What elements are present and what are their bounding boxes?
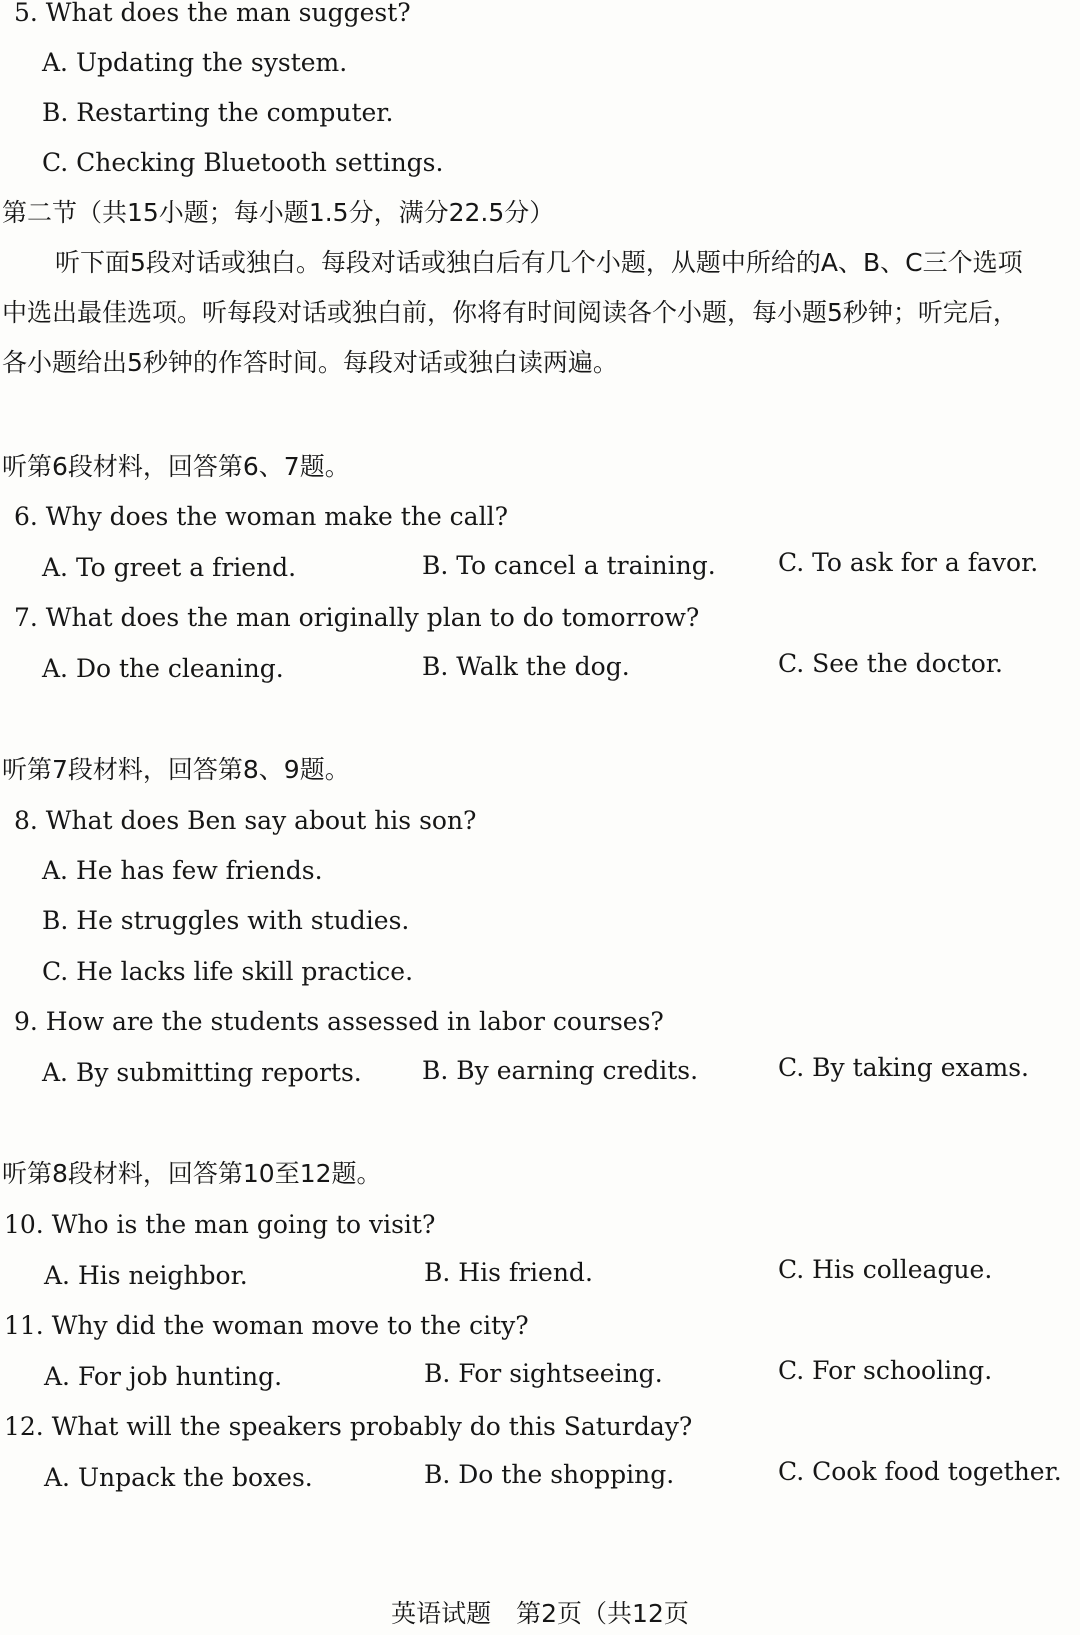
- question-6-stem: 6. Why does the woman make the call?: [14, 502, 508, 531]
- question-7-stem: 7. What does the man originally plan to do tomorrow?: [14, 603, 700, 632]
- question-9-option-b: B. By earning credits.: [422, 1056, 699, 1085]
- question-10-option-c: C. His colleague.: [778, 1255, 993, 1284]
- question-9-option-c: C. By taking exams.: [778, 1053, 1030, 1082]
- question-8-option-c: C. He lacks life skill practice.: [42, 957, 414, 986]
- section-2-instructions-line-2: 中选出最佳选项。听每段对话或独白前，你将有时间阅读各个小题，每小题5秒钟；听完后，: [2, 298, 1018, 327]
- question-9-option-a: A. By submitting reports.: [42, 1058, 362, 1087]
- question-6-option-a: A. To greet a friend.: [42, 553, 297, 582]
- question-11-stem: 11. Why did the woman move to the city?: [4, 1311, 529, 1340]
- question-12-option-a: A. Unpack the boxes.: [44, 1463, 313, 1492]
- question-6-option-b: B. To cancel a training.: [422, 551, 716, 580]
- question-12-option-b: B. Do the shopping.: [424, 1460, 675, 1489]
- section-2-instructions-line-3: 各小题给出5秒钟的作答时间。每段对话或独白读两遍。: [2, 348, 618, 377]
- section-2-instructions-line-1: 听下面5段对话或独白。每段对话或独白后有几个小题，从题中所给的A、B、C三个选项: [55, 248, 1023, 277]
- question-9-stem: 9. How are the students assessed in labor courses?: [14, 1007, 664, 1036]
- page-footer: 英语试题 第2页（共12页: [391, 1599, 689, 1628]
- material-6-heading: 听第6段材料，回答第6、7题。: [2, 452, 350, 481]
- question-10-option-b: B. His friend.: [424, 1258, 593, 1287]
- question-10-stem: 10. Who is the man going to visit?: [4, 1210, 436, 1239]
- question-8-option-a: A. He has few friends.: [42, 856, 323, 885]
- material-8-heading: 听第8段材料，回答第10至12题。: [2, 1159, 382, 1188]
- question-12-option-c: C. Cook food together.: [778, 1457, 1062, 1486]
- question-11-option-b: B. For sightseeing.: [424, 1359, 663, 1388]
- question-11-option-a: A. For job hunting.: [44, 1362, 283, 1391]
- question-10-option-a: A. His neighbor.: [44, 1261, 248, 1290]
- section-2-title: 第二节（共15小题；每小题1.5分，满分22.5分）: [2, 198, 555, 227]
- question-7-option-a: A. Do the cleaning.: [42, 654, 284, 683]
- question-8-stem: 8. What does Ben say about his son?: [14, 806, 477, 835]
- question-5-option-b: B. Restarting the computer.: [42, 98, 394, 127]
- material-7-heading: 听第7段材料，回答第8、9题。: [2, 755, 350, 784]
- question-5-stem: 5. What does the man suggest?: [14, 0, 411, 27]
- question-12-stem: 12. What will the speakers probably do this Saturday?: [4, 1412, 693, 1441]
- question-5-option-a: A. Updating the system.: [42, 48, 348, 77]
- question-11-option-c: C. For schooling.: [778, 1356, 993, 1385]
- question-8-option-b: B. He struggles with studies.: [42, 906, 410, 935]
- question-5-option-c: C. Checking Bluetooth settings.: [42, 148, 444, 177]
- question-7-option-c: C. See the doctor.: [778, 649, 1003, 678]
- question-7-option-b: B. Walk the dog.: [422, 652, 630, 681]
- question-6-option-c: C. To ask for a favor.: [778, 548, 1039, 577]
